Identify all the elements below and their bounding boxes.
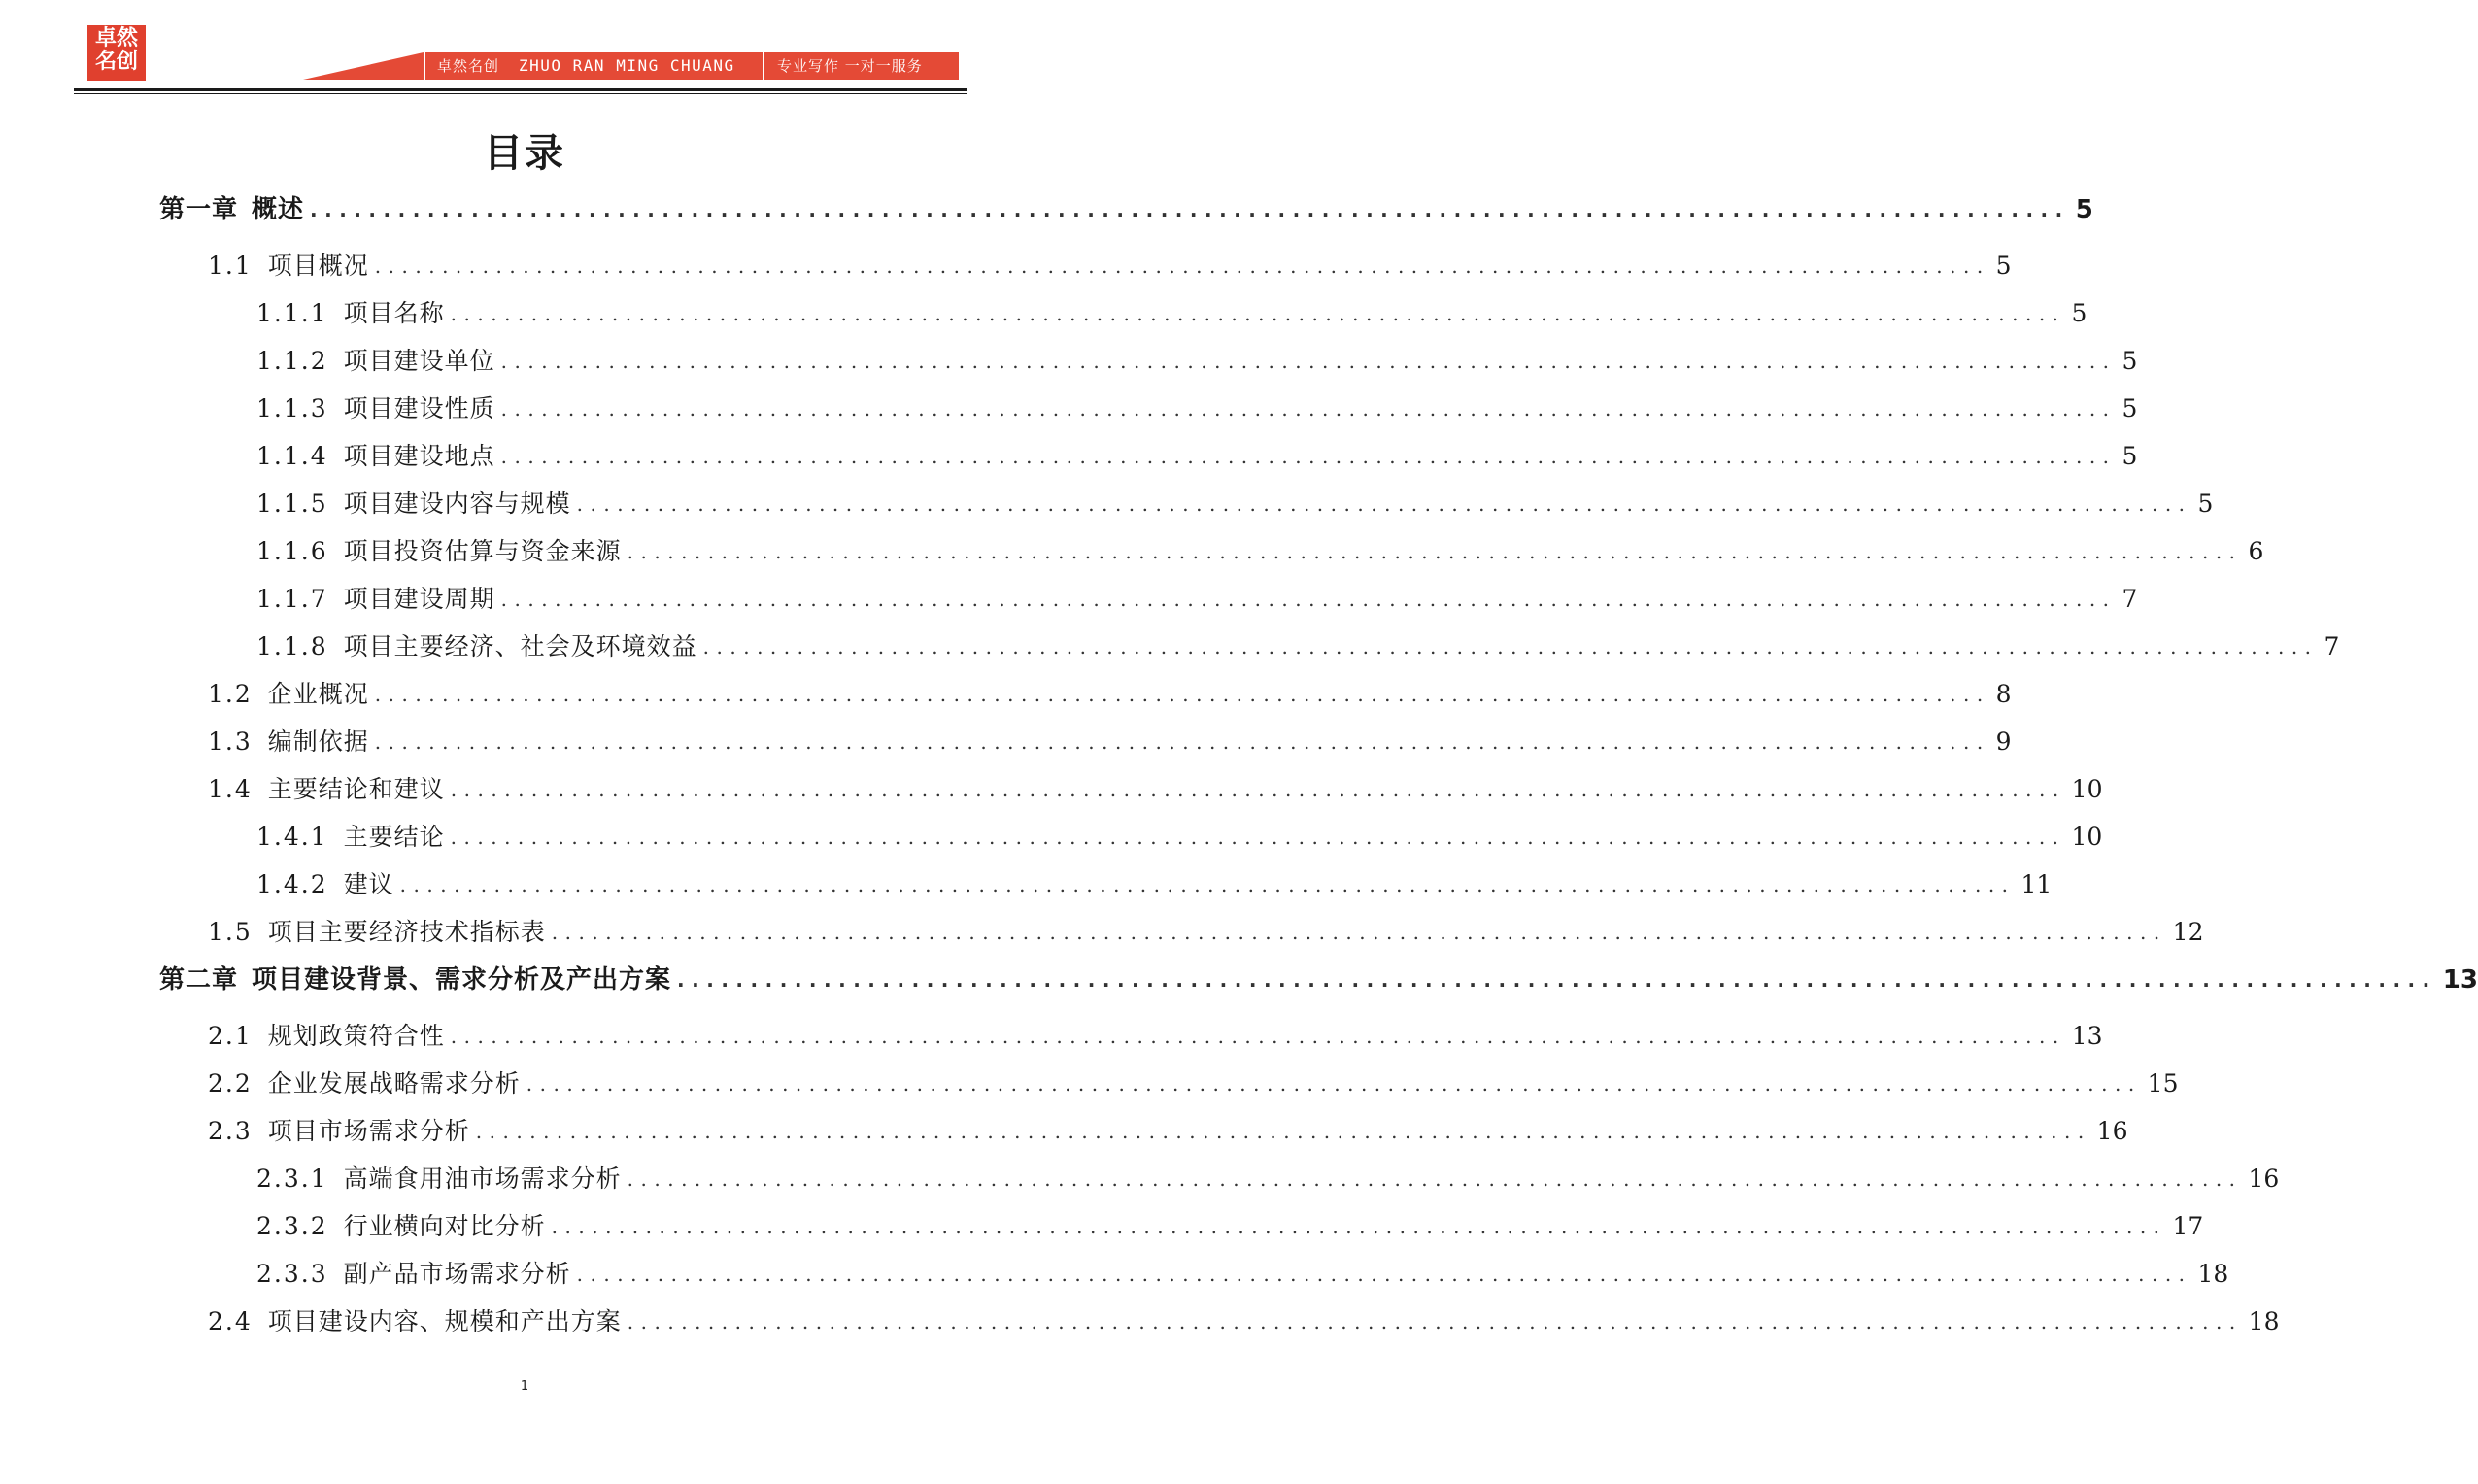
toc-entry[interactable] [256, 582, 2138, 617]
toc-entry-page: 12 [2172, 918, 2204, 946]
toc-entry-title: 项目建设内容、规模和产出方案 [267, 1307, 622, 1335]
toc-entry[interactable] [256, 820, 2103, 855]
toc-entry-number: 1.1.8 [256, 632, 328, 660]
toc-entry-title: 项目建设单位 [343, 347, 495, 375]
toc-dot-leader: ........................................................................................................................ [374, 730, 1990, 754]
toc-entry[interactable] [208, 249, 2012, 284]
toc-entry-page: 5 [2071, 299, 2088, 327]
toc-entry-title: 项目概况 [267, 252, 369, 280]
toc-entry-title: 项目建设周期 [343, 585, 495, 613]
toc-dot-leader: ........................................................................................................................ [500, 445, 2117, 468]
toc-dot-leader: ........................................................................................................................ [475, 1120, 2091, 1143]
toc-entry[interactable] [256, 1209, 2204, 1244]
toc-entry-page: 10 [2071, 823, 2103, 851]
banner-brand-cn: 卓然名创 [437, 57, 500, 75]
toc-entry-number: 1.4 [208, 775, 253, 803]
toc-entry-page: 10 [2071, 775, 2103, 803]
toc-entry-page: 13 [2071, 1022, 2103, 1050]
toc-dot-leader: ........................................................................................................................ [500, 397, 2117, 421]
toc-entry-page: 16 [2248, 1164, 2280, 1193]
toc-entry-number: 2.2 [208, 1069, 253, 1097]
toc-entry-number: 2.3.3 [256, 1260, 328, 1288]
banner-brand-en: ZHUO RAN MING CHUANG [519, 56, 735, 75]
toc-entry-page: 16 [2096, 1117, 2128, 1145]
header-banner [424, 52, 959, 80]
toc-dot-leader: ........................................................................................................................ [627, 1310, 2243, 1333]
company-logo [87, 25, 146, 81]
toc-entry-page: 17 [2172, 1212, 2204, 1240]
toc-entry-title: 主要结论 [343, 823, 445, 851]
toc-dot-leader: ........................................................................................................................ [450, 302, 2066, 325]
toc-entry-number: 1.1.4 [256, 442, 328, 470]
toc-dot-leader: ........................................................................................................................ [374, 683, 1990, 706]
toc-entry-title: 项目市场需求分析 [267, 1117, 470, 1145]
toc-entry-page: 11 [2020, 870, 2053, 898]
toc-entry-title: 项目建设地点 [343, 442, 495, 470]
toc-dot-leader: ........................................................................................................................ [627, 1167, 2243, 1191]
toc-entry-title: 高端食用油市场需求分析 [343, 1164, 622, 1193]
toc-entry[interactable] [256, 1162, 2280, 1197]
toc-dot-leader: ........................................................................................................................ [576, 492, 2192, 516]
toc-entry[interactable] [256, 1257, 2229, 1292]
banner-wedge [303, 52, 424, 80]
toc-entry[interactable] [208, 677, 2012, 712]
toc-entry-number: 1.1.3 [256, 394, 328, 422]
toc-dot-leader: ........................................................................................................................ [450, 826, 2066, 849]
toc-entry[interactable] [256, 439, 2138, 474]
toc-entry-number: 1.5 [208, 918, 253, 946]
toc-entry-number: 1.2 [208, 680, 253, 708]
banner-slogan: 专业写作 一对一服务 [777, 57, 923, 75]
toc-entry-title: 项目建设性质 [343, 394, 495, 422]
toc-dot-leader: ........................................................................................................................ [627, 540, 2243, 563]
toc-dot-leader: ........................................................................................................................ [310, 198, 2070, 221]
header-rule-thin [74, 93, 967, 94]
toc-entry-number: 1.4.1 [256, 823, 328, 851]
logo-text-line1: 卓然 [94, 26, 138, 51]
toc-entry-page: 18 [2248, 1307, 2280, 1335]
toc-entry-page: 7 [2324, 632, 2340, 660]
toc-entry-number: 2.4 [208, 1307, 253, 1335]
toc-entry-title: 行业横向对比分析 [343, 1212, 546, 1240]
toc-entry-title: 概述 [252, 195, 305, 224]
toc-entry-page: 13 [2442, 965, 2478, 995]
toc-entry-title: 项目投资估算与资金来源 [343, 537, 622, 565]
toc-dot-leader: ........................................................................................................................ [500, 588, 2117, 611]
toc-dot-leader: ........................................................................................................................ [677, 968, 2437, 992]
toc-title: 目录 [484, 131, 565, 176]
banner-divider [424, 52, 425, 80]
toc-entry-page: 5 [2075, 195, 2093, 224]
toc-dot-leader: ........................................................................................................................ [450, 1025, 2066, 1048]
toc-entry-title: 项目主要经济技术指标表 [267, 918, 546, 946]
toc-entry[interactable] [256, 344, 2138, 379]
toc-entry-page: 5 [1995, 252, 2012, 280]
toc-entry-number: 2.3 [208, 1117, 253, 1145]
toc-entry-title: 副产品市场需求分析 [343, 1260, 571, 1288]
toc-entry-page: 5 [2122, 347, 2138, 375]
toc-entry-page: 15 [2147, 1069, 2179, 1097]
toc-entry[interactable] [256, 487, 2214, 522]
toc-entry-title: 项目名称 [343, 299, 445, 327]
toc-entry-title: 企业概况 [267, 680, 369, 708]
page-number: 1 [520, 1379, 529, 1394]
toc-dot-leader: ........................................................................................................................ [500, 350, 2117, 373]
header-rule [74, 88, 967, 91]
toc-entry-page: 9 [1995, 727, 2012, 756]
toc-dot-leader: ........................................................................................................................ [551, 921, 2167, 944]
toc-entry-title: 编制依据 [267, 727, 369, 756]
toc-entry[interactable] [208, 725, 2012, 759]
toc-chapter-entry[interactable] [159, 192, 2093, 227]
toc-entry[interactable] [256, 534, 2264, 569]
toc-entry[interactable] [208, 1066, 2179, 1101]
toc-entry-title: 项目主要经济、社会及环境效益 [343, 632, 697, 660]
toc-entry-title: 企业发展战略需求分析 [267, 1069, 521, 1097]
toc-entry[interactable] [208, 772, 2103, 807]
toc-entry-title: 建议 [343, 870, 394, 898]
toc-dot-leader: ........................................................................................................................ [702, 635, 2319, 658]
toc-entry-title: 项目建设背景、需求分析及产出方案 [252, 965, 672, 995]
toc-dot-leader: ........................................................................................................................ [450, 778, 2066, 801]
toc-entry-number: 1.1 [208, 252, 253, 280]
logo-text-line2: 名创 [94, 50, 138, 74]
toc-entry-page: 8 [1995, 680, 2012, 708]
toc-entry-title: 项目建设内容与规模 [343, 489, 571, 518]
toc-entry-number: 1.3 [208, 727, 253, 756]
toc-entry[interactable] [256, 296, 2088, 331]
toc-entry[interactable] [256, 629, 2340, 664]
toc-entry-number: 1.1.5 [256, 489, 328, 518]
banner-divider [763, 52, 764, 80]
toc-entry-number: 第二章 [159, 965, 239, 995]
toc-dot-leader: ........................................................................................................................ [374, 254, 1990, 278]
toc-dot-leader: ........................................................................................................................ [399, 873, 2016, 896]
toc-entry-page: 18 [2197, 1260, 2229, 1288]
toc-entry-number: 第一章 [159, 195, 239, 224]
toc-entry-page: 5 [2122, 442, 2138, 470]
toc-entry-page: 5 [2197, 489, 2214, 518]
toc-entry-number: 1.1.1 [256, 299, 328, 327]
toc-dot-leader: ........................................................................................................................ [576, 1263, 2192, 1286]
toc-entry-number: 2.3.1 [256, 1164, 328, 1193]
toc-entry-page: 7 [2122, 585, 2138, 613]
toc-entry[interactable] [256, 391, 2138, 426]
toc-entry-number: 1.1.7 [256, 585, 328, 613]
toc-entry-number: 1.1.6 [256, 537, 328, 565]
toc-entry-page: 5 [2122, 394, 2138, 422]
toc-entry-number: 1.1.2 [256, 347, 328, 375]
toc-dot-leader: ........................................................................................................................ [526, 1072, 2142, 1096]
toc-entry-page: 6 [2248, 537, 2264, 565]
toc-entry[interactable] [208, 915, 2204, 950]
toc-entry[interactable] [208, 1304, 2280, 1339]
toc-entry[interactable] [256, 867, 2053, 902]
toc-entry-number: 2.1 [208, 1022, 253, 1050]
toc-entry[interactable] [208, 1019, 2103, 1054]
toc-entry-title: 规划政策符合性 [267, 1022, 445, 1050]
toc-entry[interactable] [208, 1114, 2128, 1149]
toc-entry-number: 2.3.2 [256, 1212, 328, 1240]
toc-dot-leader: ........................................................................................................................ [551, 1215, 2167, 1238]
toc-entry-title: 主要结论和建议 [267, 775, 445, 803]
toc-entry-number: 1.4.2 [256, 870, 328, 898]
toc-chapter-entry[interactable] [159, 962, 2478, 997]
